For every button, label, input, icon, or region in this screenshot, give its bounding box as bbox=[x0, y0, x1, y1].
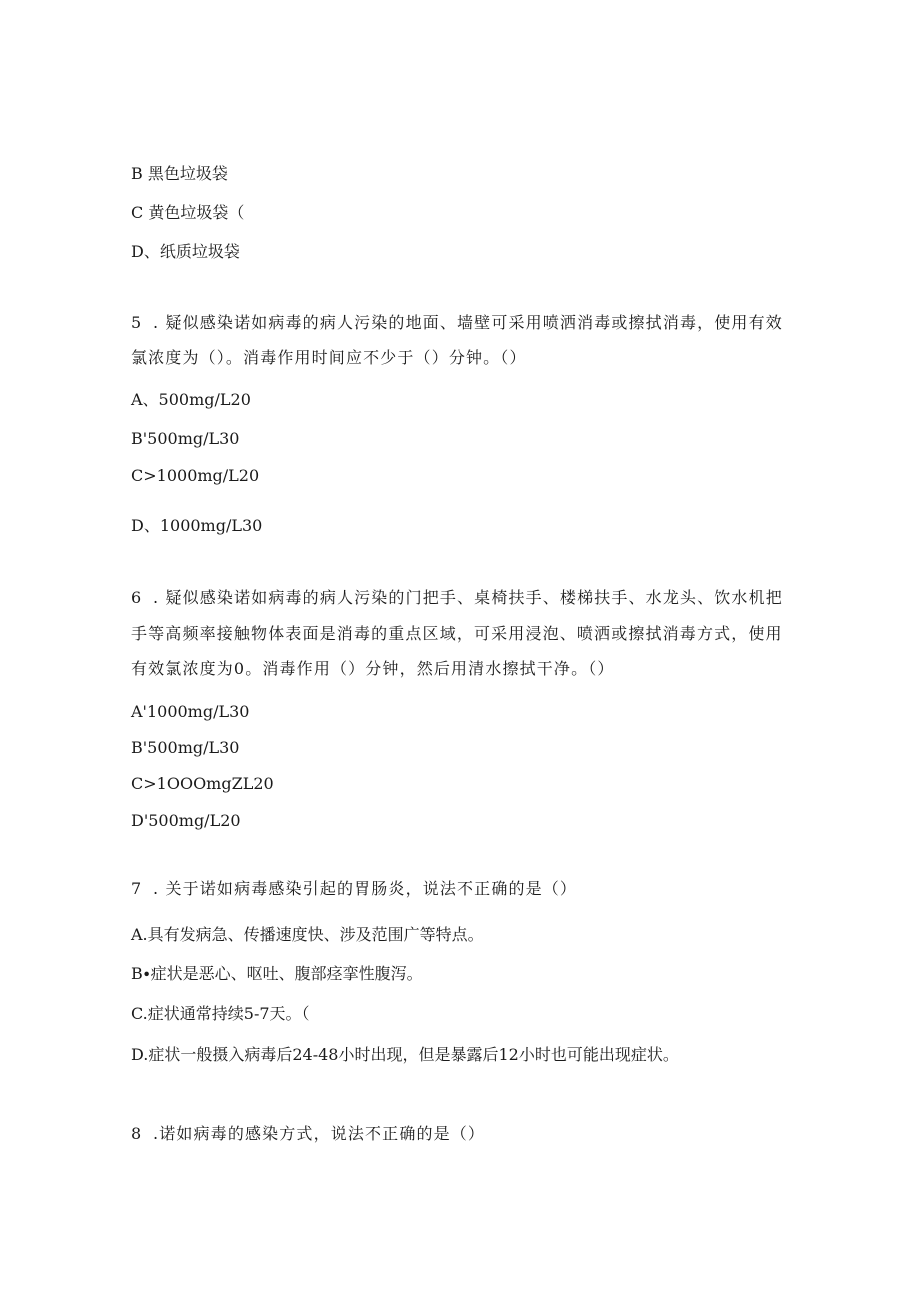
option-c: C>1OOOmgZL20 bbox=[131, 774, 274, 793]
option-b: B∙症状是恶心、呕吐、腹部痉挛性腹泻。 bbox=[131, 964, 423, 983]
question-text: . 疑似感染诺如病毒的病人污染的门把手、桌椅扶手、楼梯扶手、水龙头、饮水机把 bbox=[153, 588, 783, 607]
option-d: D'500mg∕L20 bbox=[131, 811, 241, 830]
option-c: C>1000mg∕L20 bbox=[131, 466, 260, 485]
question-number: 5 bbox=[131, 313, 143, 332]
option-a: A'1000mg∕L30 bbox=[131, 702, 250, 721]
option-c: C.症状通常持续5-7天。（ bbox=[131, 1004, 310, 1023]
question-8-line-1 bbox=[131, 1124, 485, 1144]
question-text: . 疑似感染诺如病毒的病人污染的地面、墙壁可采用喷洒消毒或擦拭消毒，使用有效 bbox=[153, 313, 783, 332]
option-d: D.症状一般摄入病毒后24-48小时出现，但是暴露后12小时也可能出现症状。 bbox=[131, 1045, 679, 1064]
question-6-line-1 bbox=[131, 588, 783, 608]
question-number: 8 bbox=[131, 1124, 143, 1143]
option-b: B 黑色垃圾袋 bbox=[131, 164, 228, 183]
option-d: D、纸质垃圾袋 bbox=[131, 242, 240, 261]
option-b: B'500mg∕L30 bbox=[131, 429, 240, 448]
question-5-line-2: 氯浓度为（）。消毒作用时间应不少于（）分钟。（） bbox=[131, 348, 527, 367]
question-6-line-2: 手等高频率接触物体表面是消毒的重点区域，可采用浸泡、喷洒或擦拭消毒方式，使用 bbox=[131, 624, 783, 643]
question-text: .诺如病毒的感染方式，说法不正确的是（） bbox=[153, 1124, 486, 1143]
question-text: . 关于诺如病毒感染引起的胃肠炎，说法不正确的是（） bbox=[153, 879, 578, 898]
option-a: A、500mg∕L20 bbox=[131, 390, 251, 409]
option-b: B'500mg∕L30 bbox=[131, 738, 240, 757]
option-c: C 黄色垃圾袋（ bbox=[131, 203, 245, 222]
option-d: D、1000mg∕L30 bbox=[131, 516, 263, 535]
question-5-line-1 bbox=[131, 313, 783, 333]
question-number: 7 bbox=[131, 879, 143, 898]
question-7-line-1 bbox=[131, 879, 577, 899]
question-6-line-3: 有效氯浓度为0。消毒作用（）分钟，然后用清水擦拭干净。（） bbox=[131, 659, 615, 678]
question-number: 6 bbox=[131, 588, 143, 607]
option-a: A.具有发病急、传播速度快、涉及范围广等特点。 bbox=[131, 925, 484, 944]
